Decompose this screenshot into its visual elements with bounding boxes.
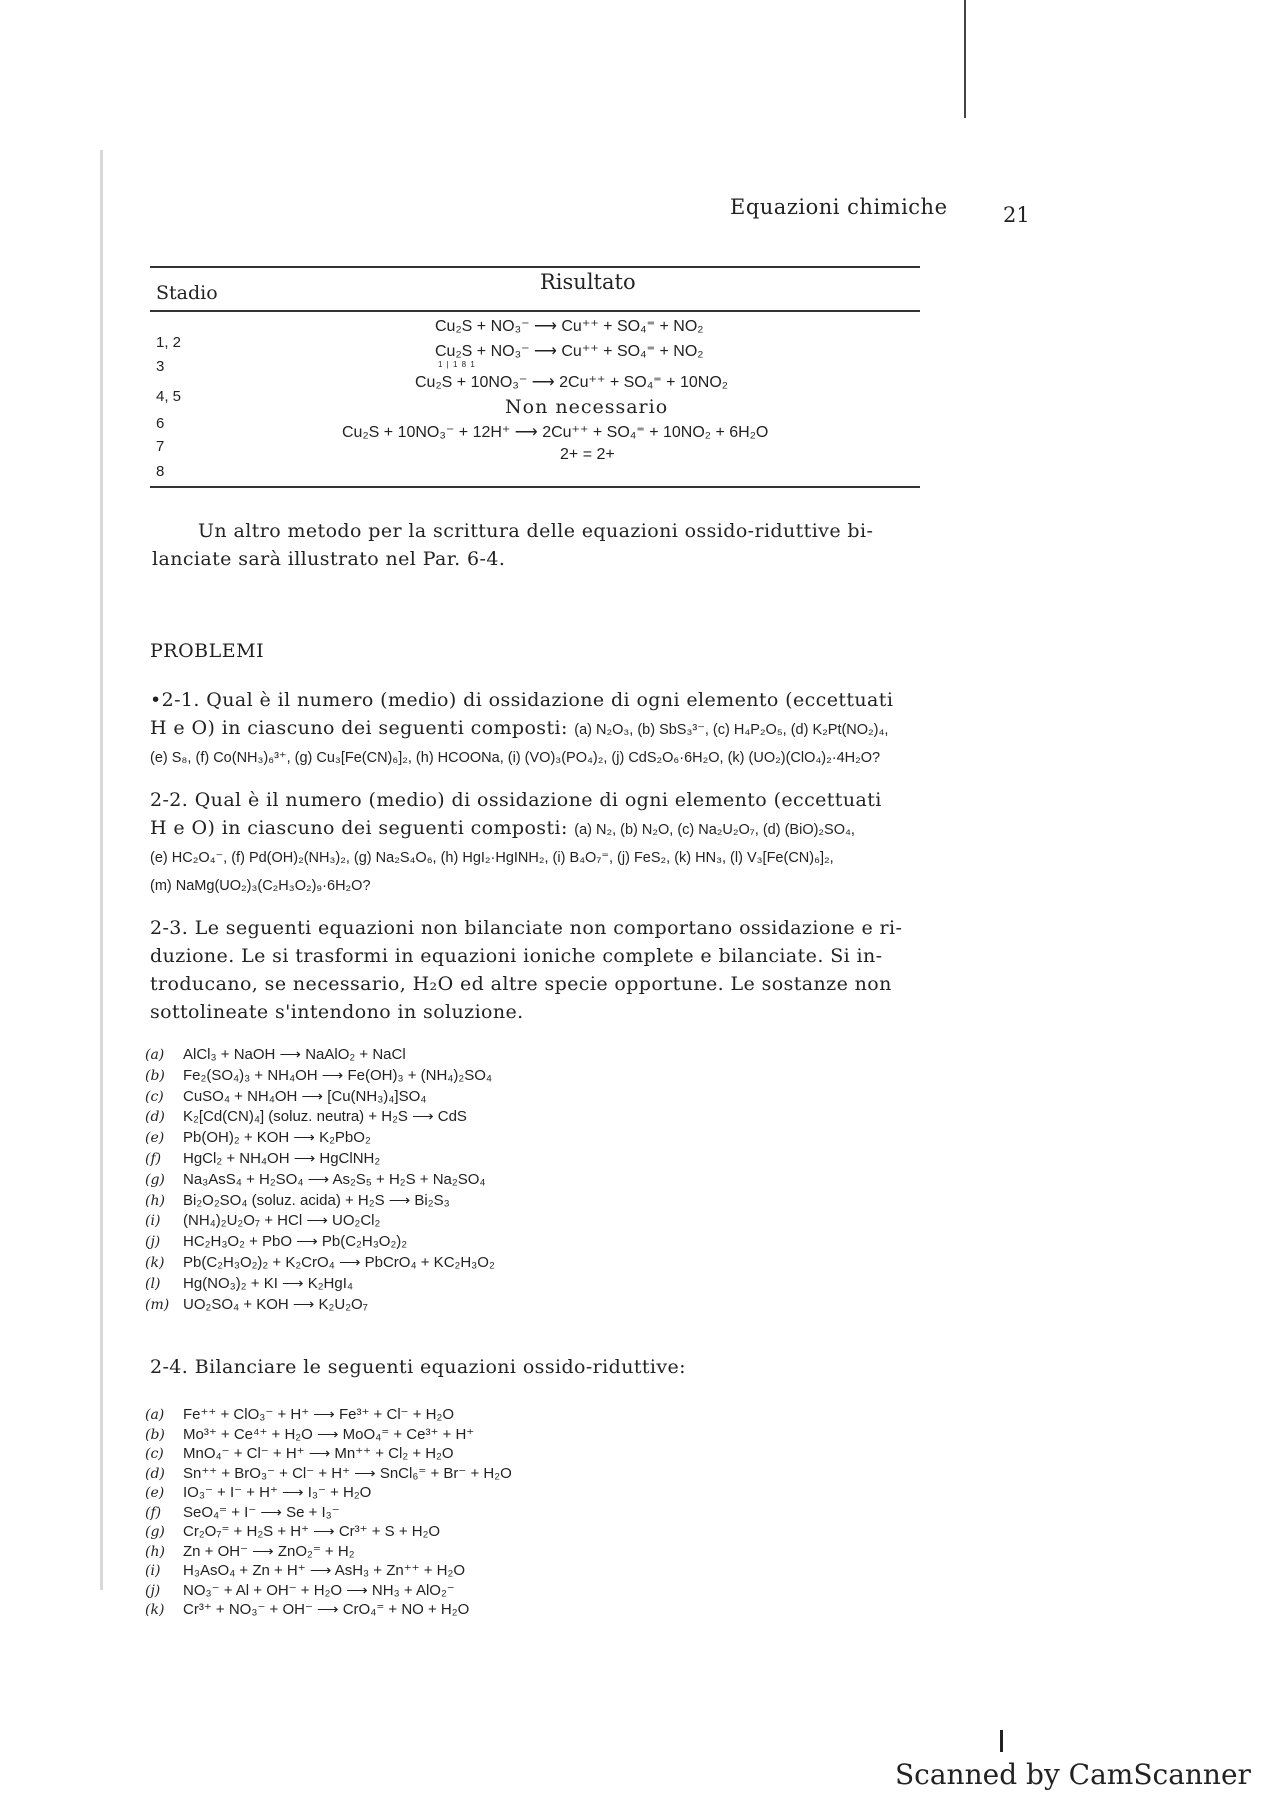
result-equation: Cu₂S + 10NO₃⁻ ⟶ 2Cu⁺⁺ + SO₄⁼ + 10NO₂ (415, 374, 728, 391)
equation-label: (j) (145, 1582, 161, 1599)
problem-text: H e O) in ciascuno dei seguenti composti: (150, 817, 568, 839)
equation-item (145, 1149, 495, 1170)
equation-text: Mo³⁺ + Ce⁴⁺ + H₂O ⟶ MoO₄⁼ + Ce³⁺ + H⁺ (183, 1425, 475, 1443)
equation-text: HC₂H₃O₂ + PbO ⟶ Pb(C₂H₃O₂)₂ (183, 1233, 408, 1251)
equation-text: Cr₂O₇⁼ + H₂S + H⁺ ⟶ Cr³⁺ + S + H₂O (183, 1523, 441, 1540)
equation-label: (i) (145, 1563, 161, 1579)
compound-list: (a) N₂O₃, (b) SbS₃³⁻, (c) H₄P₂O₅, (d) K₂Pt(NO₂)₄, (574, 722, 889, 738)
equation-item (145, 1600, 512, 1620)
problem-text: Bilanciare le seguenti equazioni ossido-riduttive: (194, 1356, 686, 1378)
problem-2-2 (150, 786, 1030, 900)
equation-text: Hg(NO₃)₂ + KI ⟶ K₂HgI₄ (183, 1274, 353, 1292)
equation-label: (g) (145, 1171, 165, 1188)
scanner-watermark: Scanned by CamScanner (895, 1758, 1251, 1791)
result-equation: Cu₂S + NO₃⁻ ⟶ Cu⁺⁺ + SO₄⁼ + NO₂ (435, 318, 704, 335)
equation-text: Pb(OH)₂ + KOH ⟶ K₂PbO₂ (183, 1129, 371, 1147)
page-number: 21 (1003, 203, 1030, 227)
equation-label: (h) (145, 1192, 165, 1209)
equation-item (145, 1107, 495, 1128)
equation-label: (a) (145, 1047, 165, 1063)
problem-text: duzione. Le si trasformi in equazioni ioniche complete e bilanciate. Si in- (150, 945, 883, 967)
equation-text: H₃AsO₄ + Zn + H⁺ ⟶ AsH₃ + Zn⁺⁺ + H₂O (183, 1562, 465, 1579)
charge-balance: 2+ = 2+ (560, 446, 615, 463)
compound-list: (e) HC₂O₄⁻, (f) Pd(OH)₂(NH₃)₂, (g) Na₂S₄O₆, (h) HgI₂·HgINH₂, (i) B₄O₇⁼, (j) FeS₂, (k) HN₃, (l) V₃[Fe(CN)₆]₂, (150, 850, 834, 866)
equation-label: (c) (145, 1088, 164, 1105)
equation-text: IO₃⁻ + I⁻ + H⁺ ⟶ I₃⁻ + H₂O (183, 1484, 372, 1501)
equation-item (145, 1522, 512, 1542)
table-top-rule (150, 266, 920, 268)
equation-item (145, 1191, 495, 1212)
equation-text: K₂[Cd(CN)₄] (soluz. neutra) + H₂S ⟶ CdS (183, 1108, 467, 1126)
equation-item (145, 1581, 512, 1601)
equation-text: AlCl₃ + NaOH ⟶ NaAlO₂ + NaCl (183, 1046, 406, 1063)
problems-heading: PROBLEMI (150, 640, 265, 662)
table-bottom-rule (150, 486, 920, 488)
equation-item (145, 1295, 495, 1316)
problem-number: •2-1. (150, 689, 200, 711)
equation-label: (d) (145, 1109, 165, 1126)
equation-item (145, 1503, 512, 1523)
equation-item (145, 1066, 495, 1087)
problem-number: 2-2. (150, 789, 189, 811)
equation-item (145, 1170, 495, 1191)
problem-2-1 (150, 686, 1030, 772)
equation-item (145, 1561, 512, 1581)
problem-number: 2-4. (150, 1356, 189, 1378)
equation-text: Pb(C₂H₃O₂)₂ + K₂CrO₄ ⟶ PbCrO₄ + KC₂H₃O₂ (183, 1253, 495, 1271)
equation-label: (a) (145, 1407, 165, 1423)
result-equation: Cu₂S + NO₃⁻ ⟶ Cu⁺⁺ + SO₄⁼ + NO₂ (435, 343, 704, 360)
equation-item (145, 1211, 495, 1232)
problem-text: troducano, se necessario, H₂O ed altre specie opportune. Le sostanze non (150, 973, 892, 995)
equation-text: Sn⁺⁺ + BrO₃⁻ + Cl⁻ + H⁺ ⟶ SnCl₆⁼ + Br⁻ + H₂O (183, 1464, 512, 1482)
equation-label: (e) (145, 1130, 165, 1147)
problem-text: Qual è il numero (medio) di ossidazione di ogni elemento (eccettuati (194, 789, 882, 811)
equation-list-2-3 (145, 1045, 495, 1315)
problem-number: 2-3. (150, 917, 189, 939)
intro-paragraph-line: lanciate sarà illustrato nel Par. 6-4. (152, 548, 506, 570)
equation-text: Fe⁺⁺ + ClO₃⁻ + H⁺ ⟶ Fe³⁺ + Cl⁻ + H₂O (183, 1406, 454, 1423)
scan-mark-top (964, 0, 966, 118)
equation-label: (k) (145, 1254, 165, 1271)
compound-list: (a) N₂, (b) N₂O, (c) Na₂U₂O₇, (d) (BiO)₂SO₄, (574, 822, 855, 838)
equation-text: SeO₄⁼ + I⁻ ⟶ Se + I₃⁻ (183, 1503, 340, 1521)
problem-2-3 (150, 914, 1030, 1026)
equation-list-2-4 (145, 1405, 512, 1620)
problem-text: sottolineate s'intendono in soluzione. (150, 1001, 524, 1023)
problem-text: Qual è il numero (medio) di ossidazione di ogni elemento (eccettuati (206, 689, 894, 711)
equation-label: (d) (145, 1465, 165, 1482)
equation-label: (k) (145, 1602, 165, 1618)
result-note: Non necessario (505, 396, 669, 418)
equation-label: (j) (145, 1234, 161, 1251)
result-equation: Cu₂S + 10NO₃⁻ + 12H⁺ ⟶ 2Cu⁺⁺ + SO₄⁼ + 10NO₂ + 6H₂O (342, 424, 769, 441)
equation-text: MnO₄⁻ + Cl⁻ + H⁺ ⟶ Mn⁺⁺ + Cl₂ + H₂O (183, 1445, 454, 1462)
problem-text: Le seguenti equazioni non bilanciate non comportano ossidazione e ri- (194, 917, 903, 939)
equation-label: (l) (145, 1275, 161, 1292)
stage-label: 7 (156, 438, 165, 455)
equation-text: NO₃⁻ + Al + OH⁻ + H₂O ⟶ NH₃ + AlO₂⁻ (183, 1581, 455, 1599)
equation-text: Bi₂O₂SO₄ (soluz. acida) + H₂S ⟶ Bi₂S₃ (183, 1191, 450, 1209)
equation-item (145, 1425, 512, 1445)
column-header-result: Risultato (540, 270, 636, 294)
equation-item (145, 1045, 495, 1066)
equation-text: CuSO₄ + NH₄OH ⟶ [Cu(NH₃)₄]SO₄ (183, 1087, 427, 1105)
equation-text: Zn + OH⁻ ⟶ ZnO₂⁼ + H₂ (183, 1542, 355, 1560)
equation-label: (g) (145, 1524, 165, 1540)
equation-label: (e) (145, 1485, 165, 1501)
equation-text: Cr³⁺ + NO₃⁻ + OH⁻ ⟶ CrO₄⁼ + NO + H₂O (183, 1601, 470, 1618)
equation-item (145, 1444, 512, 1464)
equation-label: (i) (145, 1213, 161, 1230)
stage-label: 8 (156, 463, 165, 480)
equation-label: (h) (145, 1543, 165, 1560)
equation-item (145, 1542, 512, 1562)
problem-text: H e O) in ciascuno dei seguenti composti: (150, 717, 568, 739)
equation-item (145, 1483, 512, 1503)
electron-count: 1 | 1 8 1 (438, 360, 476, 369)
scan-mark-bottom (1000, 1730, 1003, 1752)
equation-item (145, 1232, 495, 1253)
stage-label: 3 (156, 358, 165, 375)
compound-list: (e) S₈, (f) Co(NH₃)₆³⁺, (g) Cu₃[Fe(CN)₆]₂, (h) HCOONa, (i) (VO)₃(PO₄)₂, (j) CdS₂O₆·6H₂O, (k) (UO₂)(ClO₄)₂·4H₂O? (150, 750, 881, 766)
equation-label: (b) (145, 1067, 165, 1084)
stage-label: 1, 2 (156, 334, 182, 351)
equation-label: (b) (145, 1426, 165, 1443)
stage-result-table (150, 250, 920, 500)
equation-label: (c) (145, 1446, 164, 1462)
equation-label: (f) (145, 1150, 162, 1167)
problem-2-4 (150, 1353, 1030, 1381)
equation-label: (f) (145, 1504, 162, 1521)
equation-text: Fe₂(SO₄)₃ + NH₄OH ⟶ Fe(OH)₃ + (NH₄)₂SO₄ (183, 1066, 493, 1084)
running-title: Equazioni chimiche (730, 195, 948, 219)
equation-text: (NH₄)₂U₂O₇ + HCl ⟶ UO₂Cl₂ (183, 1212, 381, 1230)
equation-item (145, 1128, 495, 1149)
equation-item (145, 1253, 495, 1274)
equation-item (145, 1274, 495, 1295)
equation-text: HgCl₂ + NH₄OH ⟶ HgClNH₂ (183, 1149, 381, 1167)
compound-list: (m) NaMg(UO₂)₃(C₂H₃O₂)₉·6H₂O? (150, 878, 371, 894)
column-header-stage: Stadio (156, 282, 218, 304)
intro-paragraph-line: Un altro metodo per la scrittura delle equazioni ossido-riduttive bi- (198, 520, 874, 542)
table-header-rule (150, 310, 920, 312)
equation-text: UO₂SO₄ + KOH ⟶ K₂U₂O₇ (183, 1295, 368, 1313)
stage-label: 6 (156, 415, 165, 432)
equation-label: (m) (145, 1296, 170, 1313)
equation-item (145, 1087, 495, 1108)
equation-item (145, 1464, 512, 1484)
scan-shadow-edge (100, 150, 103, 1590)
equation-text: Na₃AsS₄ + H₂SO₄ ⟶ As₂S₅ + H₂S + Na₂SO₄ (183, 1170, 486, 1188)
stage-label: 4, 5 (156, 388, 182, 405)
equation-item (145, 1405, 512, 1425)
